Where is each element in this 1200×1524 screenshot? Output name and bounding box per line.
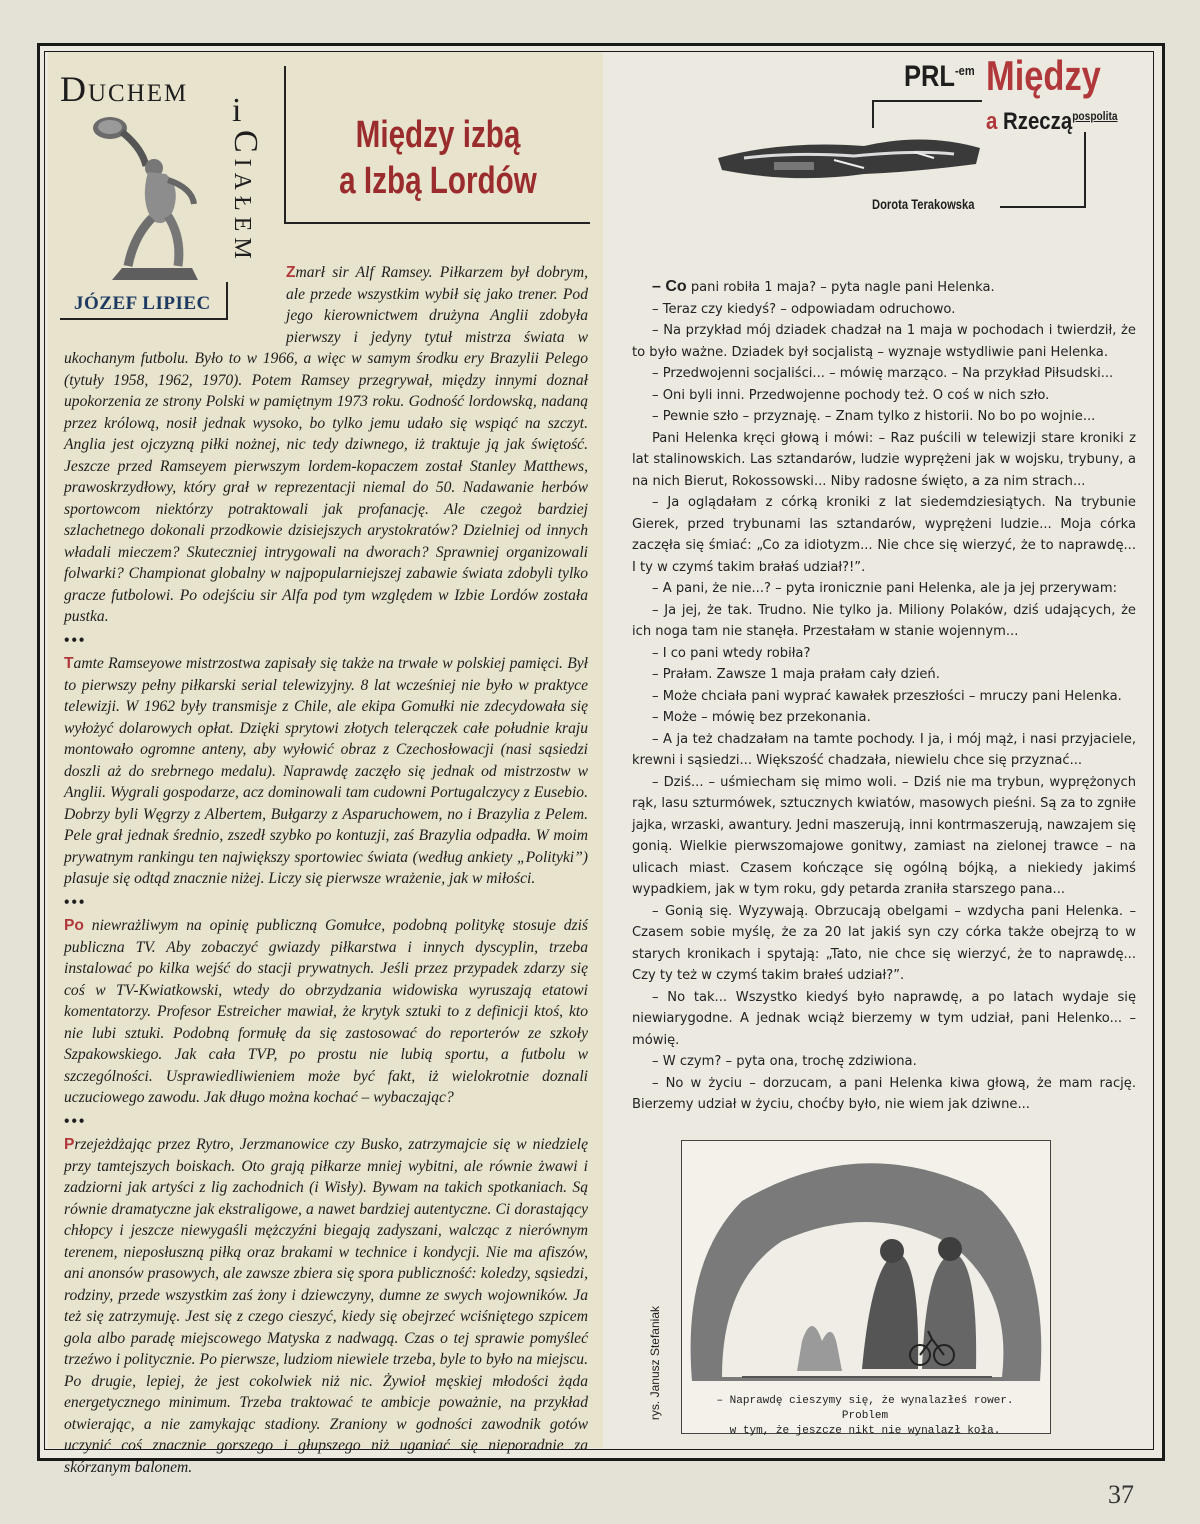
column-logo-rzecza: [986, 108, 1118, 136]
dialogue-line: – Teraz czy kiedyś? – odpowiadam odruchowo.: [652, 301, 956, 317]
dialogue-line: – No w życiu – dorzucam, a pani Helenka kiwa głową, że mam rację. Bierzemy udział w życiu, choćby było, nie wiem jak dziwne...: [632, 1075, 1136, 1112]
column-logo-miedzy: Między: [986, 52, 1101, 99]
divider: [284, 66, 286, 224]
layout-spacer: [64, 262, 286, 346]
article-title-left: [324, 112, 552, 204]
section-separator: •••: [64, 1112, 87, 1130]
logo-rzecza: Rzeczą: [1003, 108, 1073, 135]
prl-text: PRL: [904, 60, 955, 93]
dialogue-line: – Gonią się. Wyzywają. Obrzucają obelgami – wzdycha pani Helenka. – Czasem sobie myślę, że za 20 lat jakiś syn czy córka także obejrzą to w starych kronikach i spytają: „Tato, nie chce się wierzyć, że to naprawdę... Czy ty też w czymś takim brałeś udział?”.: [632, 903, 1136, 983]
reclining-figure-drawing-icon: [714, 124, 986, 196]
dialogue-line: – Dziś... – uśmiecham się mimo woli. – Dziś nie ma trybun, wyprężonych rąk, lasu szturmówek, sztucznych kwiatów, masowych pieśni. Są za to zgniłe jajka, wrzaski, awantury. Jedni maszerują, inni kontrmaszerują, nawzajem się gonią. Wielkie pierwszomajowe gonitwy, zamiast na zielonej trawce – na ulicach miast. Czasem kończące się ogólną bójką, a niekiedy jakimś wypadkiem, jak w tym roku, gdy petarda zraniła starszego pana...: [632, 774, 1136, 897]
caption-line: – Naprawdę cieszymy się, że wynalazłeś rower. Problem: [716, 1395, 1014, 1422]
article-body-left: [64, 262, 588, 1478]
dialogue-line: – A ja też chadzałam na tamte pochody. I ja, i mój mąż, i nasi przyjaciele, krewni i sąsiedzi... Większość chadzała, niewielu chce się przyznać...: [632, 731, 1136, 768]
dialogue-line: – W czym? – pyta ona, trochę zdziwiona.: [652, 1054, 917, 1069]
dialogue-line: – Przedwojenni socjaliści... – mówię marząco. – Na przykład Piłsudski...: [652, 366, 1114, 381]
dialogue-line: – I co pani wtedy robiła?: [652, 645, 811, 661]
dialogue-line: – Może – mówię bez przekonania.: [652, 710, 871, 725]
dialogue-line: – Pewnie szło – przyznaję. – Znam tylko z historii. No bo po wojnie...: [652, 409, 1096, 424]
paragraph-text: marł sir Alf Ramsey. Piłkarzem był dobrym, ale przede wszystkim wybił się jako trener. Pod jego kierownictwem drużyna Anglii zdobyła pierwszy i jedyny tytuł mistrza świata w ukochanym futbolu. Było to w 1966, a więc w samym środku ery Brazylii Pelego (tytuły 1958, 1962, 1970). Potem Ramsey przegrywał, między innymi doznał upokorzenia ze strony Polski w pamiętnym 1973 roku. Godność lordowską, nadaną przez królową, nosił jednak wysoko, bo tylko jemu udało się wspiąć na szczyt. Anglia jest ojczyzną piłki nożnej, nic tedy dziwnego, iż traktuje ją jak świętość. Jeszcze przed Ramseyem pierwszym lordem-kopaczem został Stanley Matthews, prawoskrzydłowy, który grał w reprezentacji niemal do 50. Nadawanie herbów sportowcom niektórzy potraktowali jak profanację. Ale czegoż bardziej szlachetnego dokonali przodkowie dzisiejszych arystokratów? Dzielniej od innych władali mieczem? Skuteczniej intrygowali na dworach? Sprawniej organizowali folwarki? Championat globalny w najpopularniejszej zabawie świata zdobyli tylko gracze futbolowi. Po odejściu sir Alfa pod tym względem w Izbie Lordów została pustka.: [64, 264, 588, 625]
dialogue-line: – Oni byli inni. Przedwojenne pochody też. O coś w nich szło.: [652, 387, 1050, 403]
section-separator: •••: [64, 893, 87, 911]
dialogue-line: – No tak... Wszystko kiedyś było naprawdę, a po latach wydaje się niewiarygodne. A jednak wciąż bierzemy w tym udział, pani Helenko... – mówię.: [632, 989, 1136, 1048]
paragraph-text: rzejeżdżając przez Rytro, Jerzmanowice czy Busko, zatrzymajcie się w niedzielę przy tamtejszych boiskach. Oto grają piłkarze mniej wybitni, ale równie żwawi i zadziorni jak artyści z lig zachodnich (i Wisły). Bywam na takich spotkaniach. Są równie dramatyczne jak ekstraligowe, a nawet bardziej autentyczne. Ci dorastający chłopcy i jeszcze niewygaśli mężczyźni biegają zadyszani, walcząc z nierównym terenem, nieposłuszną piłką oraz brakami w technice i kondycji. Nie ma afiszów, ani anonsów prasowych, ale zawsze zbiera się spora publiczność: koledzy, sąsiedzi, rodziny, przede wszystkim zaś żony i dziewczyny, dumne ze swych wojowników. Ja też się zatrzymuję. Jest się z czego cieszyć, kiedy się obejrzeć wciśniętego szpicem gola albo paradę miejscowego Matyska z nadwagą. Czas o tej sprawie pomyśleć trzeźwo i politycznie. Po pierwsze, ludziom niewiele trzeba, byle to było na miejscu. Po drugie, lepiej, że jest cokolwiek niż nic. Żywioł męskiej młodości żąda energetycznego minimum. Trzeba traktować te ambicje poważnie, na przykład otwierając, a nie zamykając stadiony. Zraniony w godności zawodnik gotów uczynić coś znacznie gorszego i głupszego niż uganiać się nieporadnie za skórzanym balonem.: [64, 1136, 588, 1476]
cartoon-credit: rys. Janusz Stefaniak: [648, 1306, 662, 1421]
dialogue-line: – Ja jej, że tak. Trudno. Nie tylko ja. Miliony Polaków, dziś udających, że ich noga tam nie stanęła. Przestałam w stanie wojennym...: [632, 602, 1136, 639]
title-line-2: a Izbą Lordów: [339, 160, 537, 202]
dialogue-text: pani robiła 1 maja? – pyta nagle pani Helenka.: [686, 280, 995, 295]
dialogue-line: Pani Helenka kręci głową i mówi: – Raz puścili w telewizji stare kroniki z lat stalinowskich. Las sztandarów, ludzie wyprężeni jak w wojsku, trybuny, a na nich Bierut, Rokossowski... Niby radosne święto, a za nim strach...: [632, 430, 1136, 489]
paragraph-text: niewrażliwym na opinię publiczną Gomułce, podobną politykę stosuje dziś publiczna TV. Aby zobaczyć gwiazdy piłkarstwa i innych dyscyplin, trzeba instalować po kilka wejść do stacji prywatnych. Jeśli przez przypadek zdarzy się coś w TV-Kwiatkowski, wtedy do obrzydzania widowiska wyruszają etatowi komentatorzy. Profesor Estreicher mawiał, że krytyk sztuki to z definicji ktoś, kto nie lubi sztuki. Podobną formułę da się zastosować do reporterów ze szkoły Szpakowskiego. Jak cała TVP, po prostu nie lubią sportu, a futbolu w szczególności. Usprawiedliwieniem może być fakt, iż wielokrotnie doznali uczuciowego zawodu. Jak długo można kochać – wybaczając?: [64, 917, 588, 1106]
author-dorota-terakowska: Dorota Terakowska: [872, 196, 975, 212]
divider: [1000, 206, 1086, 208]
lead-text: – Co: [652, 278, 687, 295]
divider: [872, 100, 982, 102]
drop-initial: T: [64, 655, 74, 672]
paragraph: [64, 1134, 588, 1478]
section-separator: •••: [64, 631, 87, 649]
divider: [1084, 132, 1086, 208]
caveman-cartoon-icon: [682, 1141, 1050, 1391]
dialogue-line: [632, 276, 1136, 299]
logo-a: a: [986, 108, 998, 135]
cartoon-panel: [681, 1140, 1051, 1434]
drop-initial: Z: [286, 264, 296, 281]
column-logo-prl: [904, 60, 975, 94]
prl-suffix: -em: [955, 63, 975, 78]
logo-pospolita: pospolita: [1072, 109, 1118, 123]
paragraph: [64, 915, 588, 1109]
section-logo-cialem: Ciałem: [227, 130, 264, 265]
section-logo-i: i: [232, 92, 242, 129]
dialogue-line: – Może chciała pani wyprać kawałek przeszłości – mruczy pani Helenka.: [652, 688, 1122, 704]
dialogue-line: – Ja oglądałam z córką kroniki z lat siedemdziesiątych. Na trybunie Gierek, przed trybunami las sztandarów, wyprężeni ludzie... Moja córka zaczęła się śmiać: „Co za idiotyzm... Nie chce się wierzyć, że to naprawdę... I ty w czymś takim brałaś udział?!”.: [632, 495, 1136, 575]
paragraph: [64, 653, 588, 890]
page-number: 37: [1108, 1480, 1134, 1509]
dialogue-line: – Na przykład mój dziadek chadzał na 1 maja w pochodach i twierdził, że to było ważne. Dziadek był socjalistą – wyznaje wstydliwie pani Helenka.: [632, 323, 1136, 360]
dialogue-line: – A pani, że nie...? – pyta ironicznie pani Helenka, ale ja jej przerywam:: [652, 581, 1117, 596]
caption-line: w tym, że jeszcze nikt nie wynalazł koła.: [729, 1425, 1001, 1437]
paragraph-text: amte Ramseyowe mistrzostwa zapisały się także na trwałe w polskiej pamięci. Był to pierwszy pełny piłkarski serial telewizyjny. 8 lat wcześniej nie było w praktyce telewizji. W 1962 były transmisje z Chile, ale ekipa Gomułki nie zdecydowała się wyłożyć dolarowych opłat. Dzięki sprytowi złotych telerączek całe południe kraju montowało ogromne anteny, aby wyłowić obraz z Czechosłowacji (nasi sąsiedzi doszli aż do srebrnego medalu). Naprawdę zaczęło się jednak od mistrzostw w Anglii. Wygrali gospodarze, acz dominowali tam cudowni Portugalczycy z Eusebio. Dobrzy byli Węgrzy z Albertem, Bułgarzy z Asparuchowem, no i Brazylia z Pelem. Pele grał jednak średnio, zszedł szybko po kontuzji, zaś Brazylia odpadła. W moim prywatnym rankingu ten największy sportowiec świata (według ankiety „Polityki”) plasuje się odtąd znacznie niżej. Liczy się pierwsze wrażenie, jak w miłości.: [64, 655, 588, 887]
author-jozef-lipiec: JÓZEF LIPIEC: [74, 293, 211, 314]
cartoon-caption: [692, 1394, 1038, 1439]
divider: [284, 222, 590, 224]
discobolus-statue-icon: [82, 108, 230, 288]
drop-initial: P: [64, 1136, 75, 1153]
dialogue-line: – Prałam. Zawsze 1 maja prałam cały dzień.: [652, 667, 940, 682]
section-logo-duchem: Duchem: [60, 69, 189, 109]
drop-initial: Po: [64, 917, 84, 934]
article-body-right: [632, 276, 1136, 1116]
title-line-1: Między izbą: [355, 114, 521, 156]
